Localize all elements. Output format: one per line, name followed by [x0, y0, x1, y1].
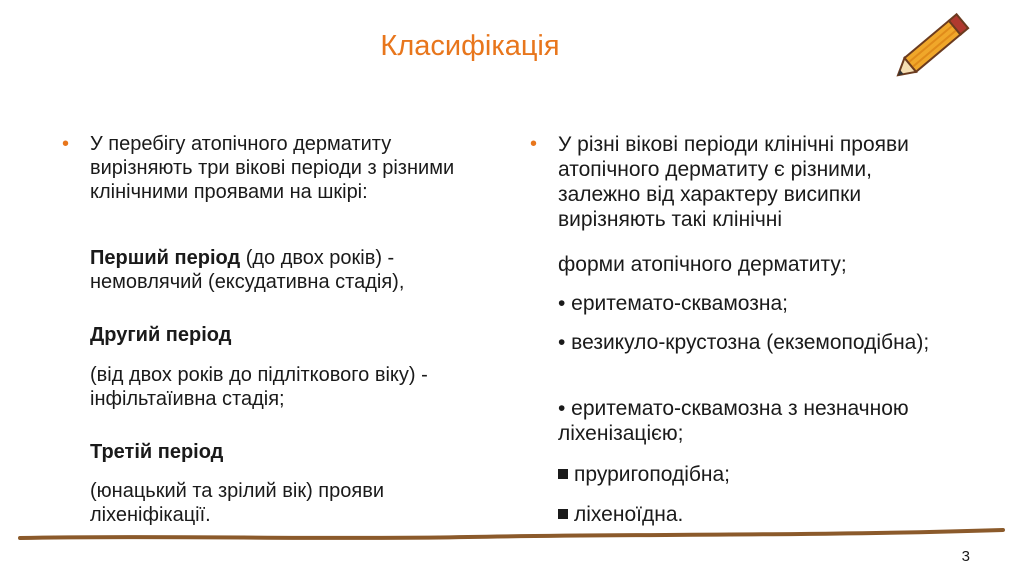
form-item: • везикуло-крустозна (екземоподібна);: [558, 331, 930, 354]
period-2-title: Другий період: [90, 324, 232, 346]
period-3-desc: (юнацький та зрілий вік) прояви ліхеніфікації.: [90, 480, 385, 526]
right-intro: У різні вікові періоди клінічні прояви атопічного дерматиту є різними, залежно від характеру висипки вирізняють такі клінічні: [558, 133, 909, 231]
period-2-desc: (від двох років до підліткового віку) - інфільтаїивна стадія;: [90, 364, 428, 410]
square-bullet-icon: [558, 469, 568, 479]
form-item: [558, 502, 938, 527]
page-number: 3: [961, 548, 970, 565]
left-intro: У перебігу атопічного дерматиту вирізняють три вікові періоди з різними клінічними проявами на шкірі:: [90, 133, 455, 203]
form-item-label: пруригоподібна;: [574, 463, 731, 486]
form-item-label: ліхеноїдна.: [574, 503, 684, 526]
form-item: • еритемато-сквамозна з незначною ліхенізацією;: [558, 397, 909, 445]
slide-title: Класифікація: [380, 30, 560, 62]
form-item: • еритемато-сквамозна;: [558, 292, 788, 315]
period-1-desc: (до двох років) - немовлячий (ексудативна стадія),: [90, 247, 405, 293]
period-3-title: Третій період: [90, 441, 224, 463]
form-item: [558, 462, 938, 487]
period-1: [90, 246, 460, 294]
right-bullet: •: [530, 133, 538, 155]
left-bullet: •: [62, 133, 70, 155]
square-bullet-icon: [558, 509, 568, 519]
period-1-title: Перший період: [90, 247, 241, 269]
decorative-divider: [18, 525, 1008, 545]
right-intro-2: форми атопічного дерматиту;: [558, 253, 847, 276]
pencil-icon: [893, 6, 975, 84]
